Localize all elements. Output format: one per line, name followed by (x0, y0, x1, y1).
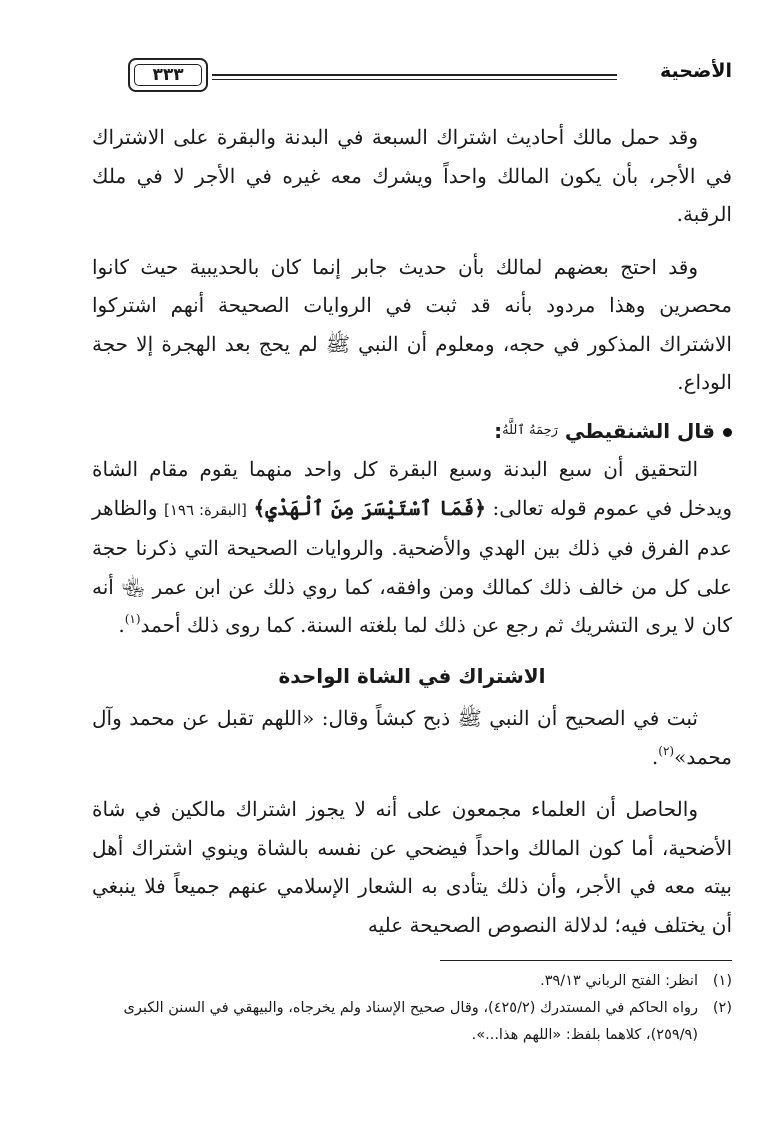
chapter-title: الأضحية (660, 60, 732, 82)
paragraph: وقد احتج بعضهم لمالك بأن حديث جابر إنما كان بالحديبية حيث كانوا محصرين وهذا مردود بأنه قد ثبت في الروايات الصحيحة أنهم اشتركوا الاشتراك المذكور في حجه، ومعلوم أن النبي ﷺ لم يحج بعد الهجرة إلا حجة الوداع. (92, 254, 732, 394)
honorific: رَحِمَهُ ٱللَّهُ (502, 422, 558, 438)
footnote-text: انظر: الفتح الرباني ٣٩/١٣. (540, 973, 698, 989)
footnote (92, 968, 732, 995)
page-number: ٣٣٣ (134, 64, 202, 86)
bullet-label: قال الشنقيطي (564, 418, 715, 443)
header-rule (212, 74, 617, 76)
body-text (92, 118, 732, 944)
header-rule (212, 79, 617, 80)
paragraph-text: ثبت في الصحيح أن النبي ﷺ ذبح كبشاً وقال: «اللهم تقبل عن محمد وآل محمد» (92, 706, 732, 769)
footnote-marker[interactable]: (٢) (658, 743, 675, 758)
bullet-heading (92, 412, 732, 451)
footnote-divider (440, 960, 732, 961)
bullet-icon (723, 428, 732, 437)
footnote-number: (١) (712, 973, 732, 989)
page-number-frame (128, 58, 208, 92)
verse-reference: [البقرة: ١٩٦] (163, 500, 247, 519)
bullet-colon: : (494, 418, 503, 443)
paragraph-text: والظاهر عدم الفرق في ذلك بين الهدي والأضحية. والروايات الصحيحة التي ذكرنا حجة على كل من خالف ذلك كمالك ومن وافقه، كما روي ذلك عن ابن عمر ﵄ أنه كان لا يرى التشريك ثم رجع عن ذلك لما بلغته السنة. كما روى ذلك أحمد (92, 495, 732, 637)
quran-verse: ﴿فَمَا ٱسْتَيْسَرَ مِنَ ٱلْهَدْيِ﴾ (253, 495, 486, 520)
footnote-marker[interactable]: (١) (124, 612, 141, 626)
footnote (92, 995, 732, 1049)
paragraph: وقد حمل مالك أحاديث اشتراك السبعة في البدنة والبقرة على الاشتراك في الأجر، بأن يكون المالك واحداً ويشرك معه غيره في الأجر لا في ملك الرقبة. (92, 125, 732, 226)
footnote-number: (٢) (712, 1000, 732, 1016)
footnote-text: رواه الحاكم في المستدرك (٤٢٥/٢)، وقال صحيح الإسناد ولم يخرجاه، والبيهقي في السنن الكبرى (٢٥٩/٩)، كلاهما بلفظ: «اللهم هذا...». (123, 1000, 698, 1043)
header-rule (587, 74, 617, 76)
paragraph (92, 699, 732, 776)
period: . (651, 744, 659, 769)
paragraph: والحاصل أن العلماء مجمعون على أنه لا يجوز اشتراك مالكين في شاة الأضحية، أما كون المالك واحداً فيضحي عن نفسه بالشاة وينوي اشتراك أهل بيته معه في الأجر، وأن ذلك يتأدى به الشعار الإسلامي عنهم جميعاً فلا ينبغي أن يختلف فيه؛ لدلالة النصوص الصحيحة عليه (92, 797, 732, 937)
paragraph (92, 450, 732, 645)
footnotes (92, 968, 732, 1049)
period: . (118, 613, 125, 637)
section-heading: الاشتراك في الشاة الواحدة (278, 663, 546, 688)
paragraph-text: التحقيق أن سبع البدنة وسبع البقرة كل واحد منهما يقوم مقام الشاة ويدخل في عموم قوله تعالى: (92, 457, 733, 520)
header-rule (587, 79, 617, 80)
page-header (92, 56, 732, 96)
